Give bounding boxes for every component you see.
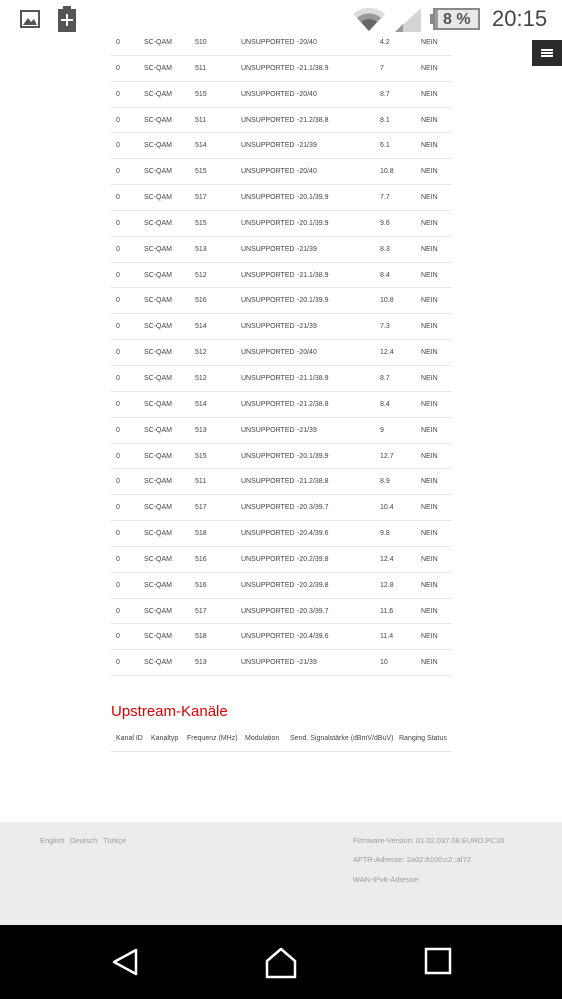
cell-kanaltyp: SC-QAM	[144, 245, 172, 253]
cell-snr: 8.4	[380, 271, 390, 279]
cell-kanaltyp: SC-QAM	[144, 555, 172, 563]
cell-kanal-id: 0	[116, 245, 120, 253]
gallery-icon	[20, 10, 40, 28]
cell-power-range: -21.2/38.8	[297, 400, 329, 408]
cell-locked: NEIN	[421, 116, 438, 124]
cell-modulation: UNSUPPORTED	[241, 297, 295, 305]
cell-frequenz: 511	[195, 116, 207, 124]
cell-kanal-id: 0	[116, 607, 120, 615]
cell-snr: 7	[380, 64, 384, 72]
recents-icon[interactable]	[424, 947, 452, 975]
cell-power-range: -21/39	[297, 426, 317, 434]
table-row	[111, 366, 451, 392]
cell-kanaltyp: SC-QAM	[144, 64, 172, 72]
cell-power-range: -20/40	[297, 168, 317, 176]
battery-percent: 8 %	[443, 11, 471, 28]
cell-kanal-id: 0	[116, 64, 120, 72]
table-row	[111, 185, 451, 211]
cell-kanal-id: 0	[116, 659, 120, 667]
column-header: Send. Signalstärke (dBmV/dBuV)	[290, 735, 394, 742]
cell-frequenz: 517	[195, 607, 207, 615]
cell-kanal-id: 0	[116, 168, 120, 176]
cell-modulation: UNSUPPORTED	[241, 452, 295, 460]
cell-snr: 8.9	[380, 478, 390, 486]
cell-kanaltyp: SC-QAM	[144, 271, 172, 279]
cell-frequenz: 511	[195, 478, 207, 486]
cell-snr: 10.4	[380, 504, 394, 512]
cell-snr: 11.4	[380, 633, 394, 641]
cell-modulation: UNSUPPORTED	[241, 400, 295, 408]
cell-frequenz: 513	[195, 426, 207, 434]
table-row	[111, 599, 451, 625]
cell-kanaltyp: SC-QAM	[144, 297, 172, 305]
table-row	[111, 547, 451, 573]
cell-locked: NEIN	[421, 349, 438, 357]
cell-kanaltyp: SC-QAM	[144, 426, 172, 434]
cell-frequenz: 515	[195, 452, 207, 460]
cell-locked: NEIN	[421, 90, 438, 98]
home-icon[interactable]	[264, 947, 298, 979]
cell-snr: 9	[380, 426, 384, 434]
column-header: Kanaltyp	[151, 735, 179, 742]
cell-snr: 12.7	[380, 452, 394, 460]
table-row	[111, 237, 451, 263]
cell-power-range: -20.4/39.6	[297, 633, 329, 641]
cell-kanal-id: 0	[116, 478, 120, 486]
table-row	[111, 521, 451, 547]
cell-modulation: UNSUPPORTED	[241, 168, 295, 176]
cell-power-range: -21/39	[297, 245, 317, 253]
table-row	[111, 314, 451, 340]
cell-kanal-id: 0	[116, 323, 120, 331]
table-row	[111, 495, 451, 521]
table-row	[111, 624, 451, 650]
cell-snr: 8.3	[380, 245, 390, 253]
table-row	[111, 340, 451, 366]
table-row	[111, 650, 451, 676]
cell-modulation: UNSUPPORTED	[241, 504, 295, 512]
cell-power-range: -20.1/39.9	[297, 452, 329, 460]
downstream-table	[111, 30, 451, 676]
cell-frequenz: 516	[195, 297, 207, 305]
firmware-version: Firmware-Version: 01.02.037.08.EURO.PC20	[353, 836, 505, 845]
status-time: 20:15	[492, 6, 548, 31]
cell-modulation: UNSUPPORTED	[241, 555, 295, 563]
column-header: Ranging Status	[399, 735, 447, 742]
language-link-deutsch[interactable]: Deutsch	[70, 836, 98, 845]
cell-kanal-id: 0	[116, 349, 120, 357]
cell-kanaltyp: SC-QAM	[144, 400, 172, 408]
cell-kanaltyp: SC-QAM	[144, 90, 172, 98]
cell-locked: NEIN	[421, 64, 438, 72]
table-row	[111, 159, 451, 185]
cell-modulation: UNSUPPORTED	[241, 219, 295, 227]
cell-kanaltyp: SC-QAM	[144, 142, 172, 150]
cell-kanal-id: 0	[116, 400, 120, 408]
table-row	[111, 288, 451, 314]
cell-frequenz: 518	[195, 633, 207, 641]
cell-snr: 12.4	[380, 349, 394, 357]
cell-frequenz: 513	[195, 245, 207, 253]
cell-frequenz: 512	[195, 271, 207, 279]
cell-kanaltyp: SC-QAM	[144, 323, 172, 331]
cell-snr: 8.7	[380, 374, 390, 382]
cell-modulation: UNSUPPORTED	[241, 530, 295, 538]
table-row	[111, 30, 451, 56]
cell-locked: NEIN	[421, 452, 438, 460]
cell-kanal-id: 0	[116, 90, 120, 98]
cell-snr: 10.8	[380, 297, 394, 305]
cell-frequenz: 517	[195, 194, 207, 202]
cell-locked: NEIN	[421, 142, 438, 150]
menu-button[interactable]	[532, 40, 562, 66]
cell-kanaltyp: SC-QAM	[144, 452, 172, 460]
cell-power-range: -20/40	[297, 39, 317, 46]
cell-frequenz: 514	[195, 400, 207, 408]
table-row	[111, 573, 451, 599]
cell-kanaltyp: SC-QAM	[144, 530, 172, 538]
cell-modulation: UNSUPPORTED	[241, 581, 295, 589]
cell-locked: NEIN	[421, 504, 438, 512]
table-row	[111, 444, 451, 470]
cell-kanaltyp: SC-QAM	[144, 349, 172, 357]
cell-locked: NEIN	[421, 400, 438, 408]
cell-locked: NEIN	[421, 194, 438, 202]
cell-kanaltyp: SC-QAM	[144, 633, 172, 641]
cell-locked: NEIN	[421, 426, 438, 434]
cell-kanal-id: 0	[116, 142, 120, 150]
cell-power-range: -20.2/39.8	[297, 581, 329, 589]
cell-power-range: -21.2/38.8	[297, 478, 329, 486]
cell-locked: NEIN	[421, 245, 438, 253]
cell-power-range: -21/39	[297, 323, 317, 331]
cell-kanaltyp: SC-QAM	[144, 116, 172, 124]
cell-snr: 9.6	[380, 219, 390, 227]
cell-snr: 8.7	[380, 90, 390, 98]
cell-signal-icon	[395, 8, 421, 32]
cell-kanal-id: 0	[116, 116, 120, 124]
cell-locked: NEIN	[421, 478, 438, 486]
cell-frequenz: 515	[195, 219, 207, 227]
cell-kanaltyp: SC-QAM	[144, 504, 172, 512]
upstream-table-header	[111, 727, 451, 752]
cell-snr: 8.1	[380, 116, 390, 124]
cell-snr: 12.4	[380, 555, 394, 563]
language-link-english[interactable]: English	[40, 836, 65, 845]
cell-kanaltyp: SC-QAM	[144, 607, 172, 615]
cell-power-range: -21.1/38.9	[297, 374, 329, 382]
cell-locked: NEIN	[421, 297, 438, 305]
cell-locked: NEIN	[421, 659, 438, 667]
cell-kanal-id: 0	[116, 271, 120, 279]
cell-power-range: -21/39	[297, 659, 317, 667]
cell-modulation: UNSUPPORTED	[241, 426, 295, 434]
cell-kanaltyp: SC-QAM	[144, 478, 172, 486]
cell-kanal-id: 0	[116, 633, 120, 641]
cell-power-range: -20.1/39.9	[297, 194, 329, 202]
cell-modulation: UNSUPPORTED	[241, 116, 295, 124]
cell-locked: NEIN	[421, 555, 438, 563]
cell-frequenz: 518	[195, 530, 207, 538]
cell-frequenz: 510	[195, 39, 207, 46]
cell-power-range: -21.1/38.9	[297, 64, 329, 72]
battery-icon	[430, 8, 482, 30]
table-row	[111, 108, 451, 134]
cell-frequenz: 512	[195, 374, 207, 382]
cell-power-range: -20.3/39.7	[297, 504, 329, 512]
cell-kanal-id: 0	[116, 194, 120, 202]
table-row	[111, 469, 451, 495]
cell-locked: NEIN	[421, 219, 438, 227]
table-row	[111, 392, 451, 418]
cell-modulation: UNSUPPORTED	[241, 271, 295, 279]
cell-snr: 8.4	[380, 400, 390, 408]
cell-kanal-id: 0	[116, 297, 120, 305]
cell-modulation: UNSUPPORTED	[241, 374, 295, 382]
cell-snr: 7.7	[380, 194, 390, 202]
cell-frequenz: 515	[195, 90, 207, 98]
footer	[0, 822, 562, 925]
cell-kanaltyp: SC-QAM	[144, 168, 172, 176]
cell-frequenz: 513	[195, 659, 207, 667]
column-header: Frequenz (MHz)	[187, 735, 238, 742]
plus-icon	[58, 6, 76, 32]
cell-power-range: -20.2/39.8	[297, 555, 329, 563]
cell-kanal-id: 0	[116, 452, 120, 460]
cell-frequenz: 512	[195, 349, 207, 357]
cell-modulation: UNSUPPORTED	[241, 142, 295, 150]
cell-frequenz: 515	[195, 168, 207, 176]
cell-modulation: UNSUPPORTED	[241, 194, 295, 202]
navigation-bar	[0, 925, 562, 999]
cell-power-range: -21/39	[297, 142, 317, 150]
cell-snr: 10	[380, 659, 388, 667]
cell-locked: NEIN	[421, 607, 438, 615]
cell-locked: NEIN	[421, 530, 438, 538]
language-link-tuerkce[interactable]: Türkçe	[103, 836, 126, 845]
cell-locked: NEIN	[421, 271, 438, 279]
table-row	[111, 418, 451, 444]
cell-kanal-id: 0	[116, 219, 120, 227]
cell-power-range: -21.2/38.8	[297, 116, 329, 124]
table-row	[111, 82, 451, 108]
cell-kanal-id: 0	[116, 555, 120, 563]
cell-frequenz: 514	[195, 323, 207, 331]
cell-snr: 9.8	[380, 530, 390, 538]
cell-kanaltyp: SC-QAM	[144, 659, 172, 667]
cell-locked: NEIN	[421, 374, 438, 382]
table-row	[111, 133, 451, 159]
cell-kanaltyp: SC-QAM	[144, 39, 172, 46]
cell-kanal-id: 0	[116, 374, 120, 382]
cell-frequenz: 514	[195, 142, 207, 150]
cell-snr: 4.2	[380, 39, 390, 46]
cell-power-range: -20/40	[297, 349, 317, 357]
cell-frequenz: 511	[195, 64, 207, 72]
cell-modulation: UNSUPPORTED	[241, 323, 295, 331]
cell-frequenz: 516	[195, 555, 207, 563]
back-icon[interactable]	[110, 947, 140, 977]
cell-kanal-id: 0	[116, 426, 120, 434]
cell-kanal-id: 0	[116, 581, 120, 589]
cell-kanal-id: 0	[116, 530, 120, 538]
cell-power-range: -20.1/39.9	[297, 297, 329, 305]
cell-frequenz: 516	[195, 581, 207, 589]
cell-power-range: -20.1/39.9	[297, 219, 329, 227]
table-row	[111, 211, 451, 237]
cell-power-range: -20.3/39.7	[297, 607, 329, 615]
cell-power-range: -21.1/38.9	[297, 271, 329, 279]
cell-modulation: UNSUPPORTED	[241, 90, 295, 98]
table-row	[111, 263, 451, 289]
cell-frequenz: 517	[195, 504, 207, 512]
aftr-address: AFTR-Adresse: 2a02:8100:c2::af72	[353, 855, 471, 864]
cell-modulation: UNSUPPORTED	[241, 349, 295, 357]
cell-modulation: UNSUPPORTED	[241, 659, 295, 667]
cell-kanal-id: 0	[116, 39, 120, 46]
cell-modulation: UNSUPPORTED	[241, 39, 295, 46]
cell-kanaltyp: SC-QAM	[144, 194, 172, 202]
cell-modulation: UNSUPPORTED	[241, 478, 295, 486]
cell-snr: 10.8	[380, 168, 394, 176]
cell-kanal-id: 0	[116, 504, 120, 512]
cell-locked: NEIN	[421, 323, 438, 331]
cell-modulation: UNSUPPORTED	[241, 64, 295, 72]
cell-power-range: -20/40	[297, 90, 317, 98]
upstream-title: Upstream-Kanäle	[111, 703, 228, 720]
cell-modulation: UNSUPPORTED	[241, 607, 295, 615]
cell-kanaltyp: SC-QAM	[144, 219, 172, 227]
cell-locked: NEIN	[421, 633, 438, 641]
column-header: Modulation	[245, 735, 280, 742]
cell-modulation: UNSUPPORTED	[241, 245, 295, 253]
cell-snr: 6.1	[380, 142, 390, 150]
cell-power-range: -20.4/39.6	[297, 530, 329, 538]
column-header: Kanal ID	[116, 735, 143, 742]
cell-kanaltyp: SC-QAM	[144, 374, 172, 382]
wifi-icon	[352, 6, 386, 32]
cell-locked: NEIN	[421, 39, 438, 46]
cell-locked: NEIN	[421, 581, 438, 589]
wan-ipv6-address: WAN-IPv6-Adresse:	[353, 875, 420, 884]
cell-modulation: UNSUPPORTED	[241, 633, 295, 641]
cell-snr: 12.8	[380, 581, 394, 589]
cell-locked: NEIN	[421, 168, 438, 176]
table-row	[111, 56, 451, 82]
cell-kanaltyp: SC-QAM	[144, 581, 172, 589]
cell-snr: 7.3	[380, 323, 390, 331]
cell-snr: 11.6	[380, 607, 394, 615]
